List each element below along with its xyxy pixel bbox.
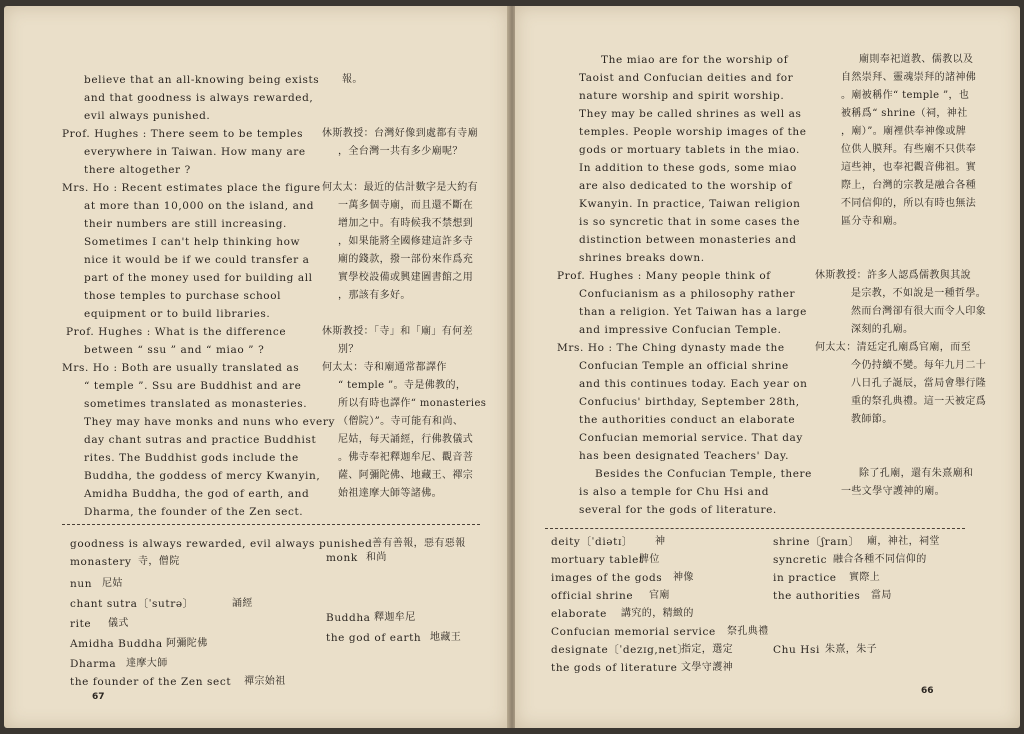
translation-line: 。廟被稱作“ temple ”，也 — [841, 90, 970, 101]
dialogue-line: The miao are for the worship of — [601, 54, 789, 66]
translation-line: ，那該有多好。 — [338, 290, 411, 301]
translation-line: 不同信仰的，所以有時也無法 — [841, 198, 977, 209]
translation-line: 增加之中。有時候我不禁想到 — [338, 218, 474, 229]
dialogue-line: at more than 10,000 on the island, and — [84, 200, 315, 212]
vocab-meaning: 祭孔典禮 — [727, 626, 769, 637]
vocab-term: Buddha — [326, 612, 371, 624]
dialogue-line: there altogether ? — [84, 164, 191, 176]
vocab-term: mortuary tablet — [551, 554, 644, 566]
dialogue-line: and this continues today. Each year on — [579, 378, 808, 390]
vocab-meaning: 講究的，精緻的 — [621, 608, 694, 619]
vocab-term: syncretic — [773, 554, 828, 566]
translation-line: （僧院）”。寺可能有和尚、 — [338, 416, 464, 427]
vocab-term: the authorities — [773, 590, 861, 602]
dialogue-line: temples. People worship images of the — [579, 126, 807, 138]
dialogue-line: distinction between monasteries and — [579, 234, 797, 246]
vocab-meaning: 禪宗始祖 — [244, 676, 286, 687]
dialogue-line: Mrs. Ho : Recent estimates place the figure — [62, 182, 321, 194]
dialogue-line: Taoist and Confucian deities and for — [579, 72, 794, 84]
translation-line: 深刻的孔廟。 — [851, 324, 914, 335]
dialogue-line: Confucianism as a philosophy rather — [579, 288, 796, 300]
dialogue-line: and impressive Confucian Temple. — [579, 324, 782, 336]
dialogue-line: between “ ssu ” and “ miao ” ? — [84, 344, 265, 356]
vocab-term: designate〔ˈdezɪg,net〕 — [551, 644, 689, 656]
dialogue-line: Confucius' birthday, September 28th, — [579, 396, 800, 408]
vocab-term: the founder of the Zen sect — [70, 676, 232, 688]
page-number: 67 — [92, 692, 105, 702]
dialogue-line: Confucian Temple an official shrine — [579, 360, 789, 372]
dialogue-line: gods or mortuary tablets in the miao. — [579, 144, 800, 156]
translation-line: 何太太：最近的估計數字是大約有 — [322, 182, 478, 193]
dialogue-line: Amidha Buddha, the god of earth, and — [84, 488, 310, 500]
vocab-meaning: 地藏王 — [430, 632, 462, 643]
vocab-term: shrine〔ʃraɪn〕 — [773, 536, 860, 548]
translation-line: 重的祭孔典禮。這一天被定爲 — [851, 396, 987, 407]
vocab-meaning: 釋迦牟尼 — [374, 612, 416, 623]
dialogue-line: and that goodness is always rewarded, — [84, 92, 314, 104]
translation-line: 報。 — [342, 74, 363, 85]
vocab-meaning: 和尚 — [366, 552, 387, 563]
vocab-term: in practice — [773, 572, 837, 584]
translation-line: 被稱爲“ shrine（祠，神社 — [841, 108, 968, 119]
vocab-meaning: 善有善報，惡有惡報 — [372, 538, 466, 549]
translation-line: 一些文學守護神的廟。 — [841, 486, 945, 497]
vocab-term: elaborate — [551, 608, 607, 620]
translation-line: 。佛寺奉祀釋迦牟尼、觀音菩 — [338, 452, 474, 463]
right-page — [515, 6, 1020, 728]
translation-line: 廟則奉祀道教、儒教以及 — [859, 54, 974, 65]
vocab-term: Confucian memorial service — [551, 626, 716, 638]
dialogue-line: than a religion. Yet Taiwan has a large — [579, 306, 807, 318]
vocab-meaning: 尼姑 — [102, 578, 123, 589]
dialogue-line: shrines breaks down. — [579, 252, 705, 264]
translation-line: ，全台灣一共有多少廟呢？ — [338, 146, 463, 157]
dialogue-line: is also a temple for Chu Hsi and — [579, 486, 770, 498]
dialogue-line: equipment or to build libraries. — [84, 308, 271, 320]
translation-line: 這些神，也奉祀觀音佛祖。實 — [841, 162, 977, 173]
vocab-meaning: 神像 — [673, 572, 694, 583]
dialogue-line: is so syncretic that in some cases the — [579, 216, 801, 228]
dialogue-line: rites. The Buddhist gods include the — [84, 452, 299, 464]
page-number: 66 — [921, 686, 934, 696]
dialogue-line: has been designated Teachers' Day. — [579, 450, 790, 462]
dialogue-line: Prof. Hughes : What is the difference — [66, 326, 287, 338]
vocab-meaning: 指定，選定 — [681, 644, 733, 655]
vocab-meaning: 儀式 — [108, 618, 129, 629]
translation-line: 何太太：寺和廟通常都譯作 — [322, 362, 447, 373]
vocab-term: Chu Hsi — [773, 644, 820, 656]
translation-line: ，廟）”。廟裡供奉神像或牌 — [841, 126, 967, 137]
translation-line: 別？ — [338, 344, 359, 355]
dialogue-line: the authorities conduct an elaborate — [579, 414, 796, 426]
dialogue-line: Besides the Confucian Temple, there — [595, 468, 812, 480]
vocab-meaning: 誦經 — [232, 598, 253, 609]
dialogue-line: “ temple ”. Ssu are Buddhist and are — [84, 380, 302, 392]
vocab-term: the god of earth — [326, 632, 422, 644]
dialogue-line: their numbers are still increasing. — [84, 218, 287, 230]
translation-line: 休斯教授：「寺」和「廟」有何差 — [322, 326, 473, 337]
dialogue-line: Sometimes I can't help thinking how — [84, 236, 301, 248]
dialogue-line: believe that an all-knowing being exists — [84, 74, 320, 86]
dialogue-line: nature worship and spirit worship. — [579, 90, 785, 102]
translation-line: 除了孔廟，還有朱熹廟和 — [859, 468, 974, 479]
translation-line: 尼姑，每天誦經，行佛教儀式 — [338, 434, 474, 445]
dialogue-line: Mrs. Ho : Both are usually translated as — [62, 362, 300, 374]
vocab-term: nun — [70, 578, 93, 590]
section-divider — [545, 528, 965, 529]
vocab-term: monastery — [70, 556, 132, 568]
translation-line: 是宗教，不如說是一種哲學。 — [851, 288, 987, 299]
section-divider — [62, 524, 480, 525]
left-page — [4, 6, 509, 728]
dialogue-line: day chant sutras and practice Buddhist — [84, 434, 317, 446]
vocab-term: images of the gods — [551, 572, 663, 584]
vocab-meaning: 實際上 — [849, 572, 881, 583]
dialogue-line: are also dedicated to the worship of — [579, 180, 793, 192]
dialogue-line: Mrs. Ho : The Ching dynasty made the — [557, 342, 785, 354]
vocab-term: goodness is always rewarded, evil always punished — [70, 538, 373, 550]
translation-line: “ temple ”。寺是佛教的， — [338, 380, 467, 391]
vocab-meaning: 牌位 — [639, 554, 660, 565]
vocab-term: deity〔ˈdiətɪ〕 — [551, 536, 634, 548]
translation-line: 然而台灣卻有很大而令人印象 — [851, 306, 987, 317]
vocab-term: monk — [326, 552, 358, 564]
dialogue-line: those temples to purchase school — [84, 290, 282, 302]
vocab-term: Dharma — [70, 658, 117, 670]
vocab-term: chant sutra〔ˈsutrə〕 — [70, 598, 194, 610]
vocab-meaning: 當局 — [871, 590, 892, 601]
dialogue-line: several for the gods of literature. — [579, 504, 777, 516]
vocab-meaning: 神 — [655, 536, 666, 547]
translation-line: 休斯教授：許多人認爲儒教與其說 — [815, 270, 971, 281]
translation-line: 薩、阿彌陀佛、地藏王、禪宗 — [338, 470, 474, 481]
dialogue-line: nice it would be if we could transfer a — [84, 254, 310, 266]
translation-line: 際上，台灣的宗教是融合各種 — [841, 180, 977, 191]
dialogue-line: Buddha, the goddess of mercy Kwanyin, — [84, 470, 321, 482]
translation-line: 八日孔子誕辰，當局會舉行隆 — [851, 378, 987, 389]
translation-line: ，如果能將全國修建這許多寺 — [338, 236, 474, 247]
vocab-meaning: 融合各種不同信仰的 — [833, 554, 927, 565]
translation-line: 自然崇拜、靈魂崇拜的諸神佛 — [841, 72, 977, 83]
translation-line: 教師節。 — [851, 414, 893, 425]
dialogue-line: everywhere in Taiwan. How many are — [84, 146, 306, 158]
dialogue-line: sometimes translated as monasteries. — [84, 398, 308, 410]
dialogue-line: In addition to these gods, some miao — [579, 162, 797, 174]
dialogue-line: Kwanyin. In practice, Taiwan religion — [579, 198, 801, 210]
vocab-term: official shrine — [551, 590, 634, 602]
dialogue-line: evil always punished. — [84, 110, 211, 122]
translation-line: 位供人膜拜。有些廟不只供奉 — [841, 144, 977, 155]
vocab-meaning: 達摩大師 — [126, 658, 168, 669]
translation-line: 實學校設備或興建圖書館之用 — [338, 272, 474, 283]
vocab-meaning: 廟，神社，祠堂 — [867, 536, 940, 547]
translation-line: 廟的錢款，撥一部份來作爲充 — [338, 254, 474, 265]
dialogue-line: part of the money used for building all — [84, 272, 313, 284]
translation-line: 始祖達摩大師等諸佛。 — [338, 488, 442, 499]
dialogue-line: Prof. Hughes : Many people think of — [557, 270, 771, 282]
translation-line: 所以有時也譯作“ monasteries — [338, 398, 487, 409]
vocab-term: the gods of literature — [551, 662, 678, 674]
translation-line: 一萬多個寺廟，而且還不斷在 — [338, 200, 474, 211]
translation-line: 休斯教授：台灣好像到處都有寺廟 — [322, 128, 478, 139]
dialogue-line: Prof. Hughes : There seem to be temples — [62, 128, 304, 140]
dialogue-line: Dharma, the founder of the Zen sect. — [84, 506, 304, 518]
vocab-term: Amidha Buddha — [70, 638, 163, 650]
vocab-term: rite — [70, 618, 92, 630]
vocab-meaning: 官廟 — [649, 590, 670, 601]
translation-line: 今仍持續不變。每年九月二十 — [851, 360, 987, 371]
vocab-meaning: 寺，僧院 — [138, 556, 180, 567]
dialogue-line: They may have monks and nuns who every — [84, 416, 335, 428]
vocab-meaning: 朱熹，朱子 — [825, 644, 877, 655]
translation-line: 區分寺和廟。 — [841, 216, 904, 227]
vocab-meaning: 阿彌陀佛 — [166, 638, 208, 649]
vocab-meaning: 文學守護神 — [681, 662, 733, 673]
dialogue-line: They may be called shrines as well as — [579, 108, 802, 120]
dialogue-line: Confucian memorial service. That day — [579, 432, 803, 444]
translation-line: 何太太：清廷定孔廟爲官廟，而至 — [815, 342, 971, 353]
